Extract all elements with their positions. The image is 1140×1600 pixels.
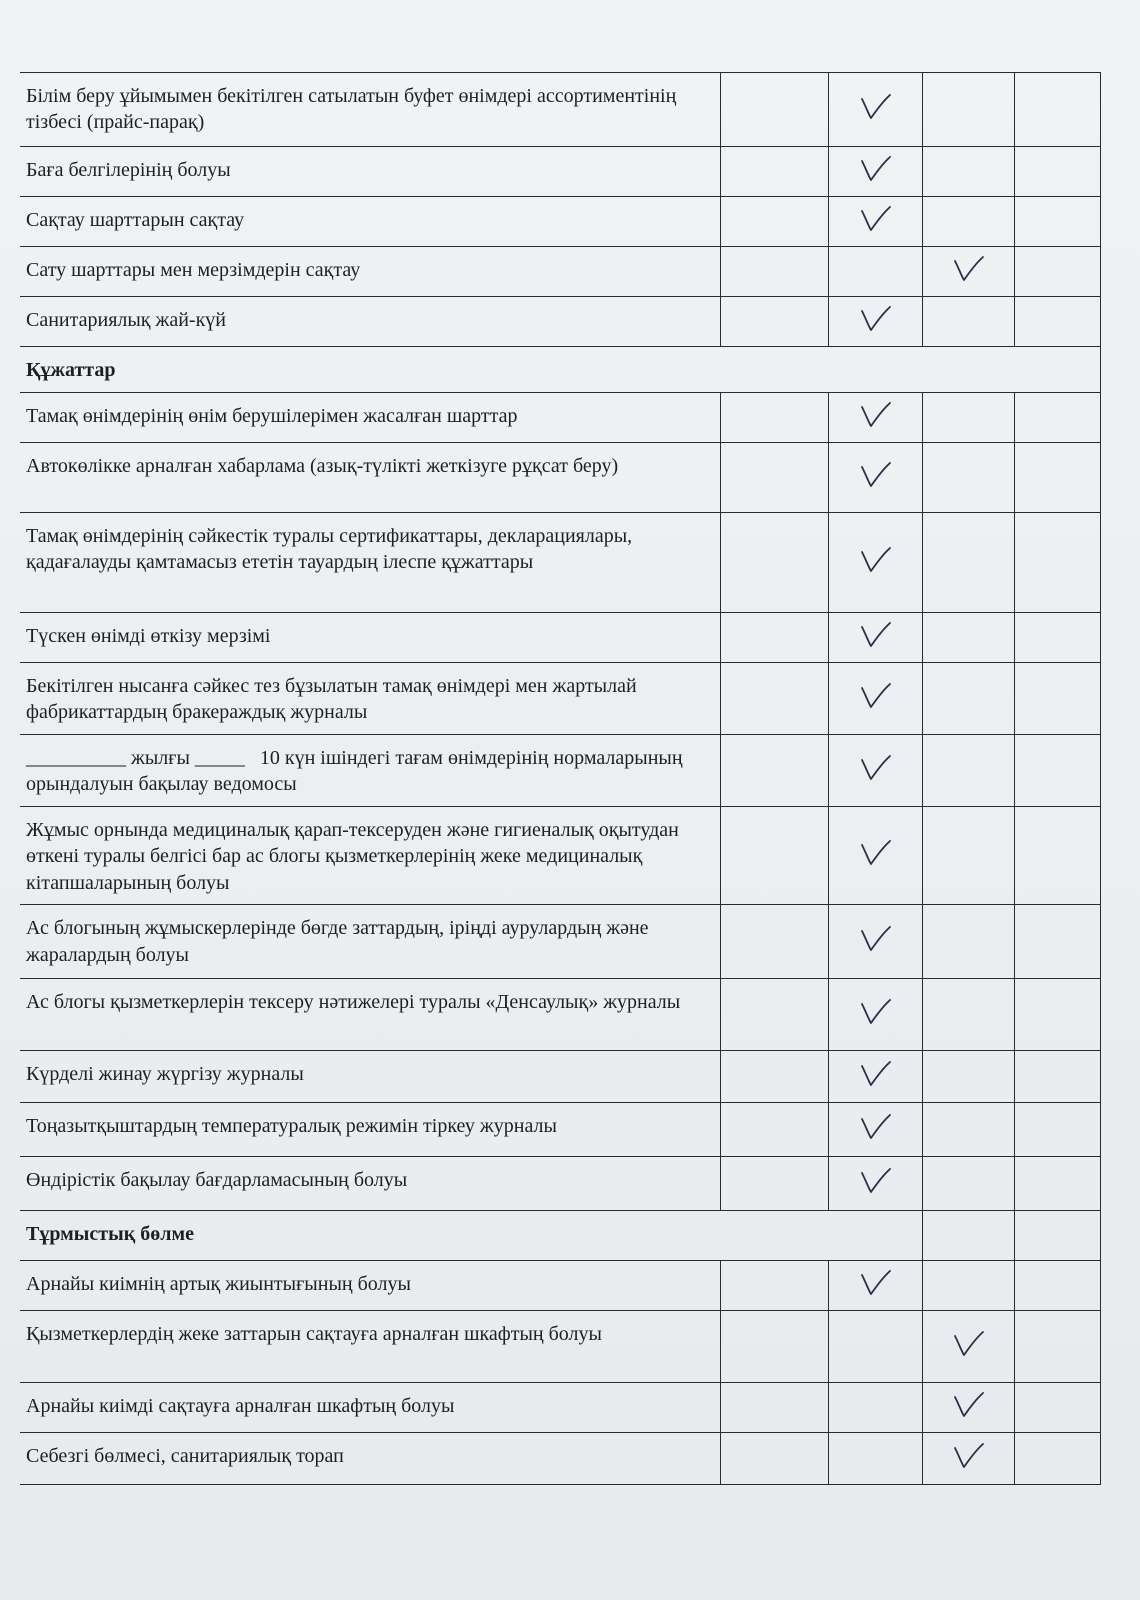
handwritten-check-icon <box>951 1440 985 1470</box>
mark-cell[interactable] <box>720 443 828 513</box>
mark-cell[interactable] <box>828 979 922 1051</box>
mark-cell[interactable] <box>1014 73 1100 147</box>
table-row <box>20 197 1100 247</box>
handwritten-check-icon <box>951 1389 985 1419</box>
mark-cell[interactable] <box>828 1261 922 1311</box>
criterion-label: Санитариялық жай-күй <box>20 297 720 347</box>
table-row <box>20 1433 1100 1485</box>
mark-cell[interactable] <box>828 1383 922 1433</box>
table-row <box>20 905 1100 979</box>
criterion-label: Сату шарттары мен мерзімдерін сақтау <box>20 247 720 297</box>
blank-field: __________ <box>26 747 126 769</box>
mark-cell[interactable] <box>1014 147 1100 197</box>
handwritten-check-icon <box>858 303 892 333</box>
mark-cell[interactable] <box>720 979 828 1051</box>
mark-cell[interactable] <box>922 979 1014 1051</box>
mark-cell[interactable] <box>720 1157 828 1211</box>
mark-cell[interactable] <box>922 663 1014 735</box>
mark-cell[interactable] <box>828 613 922 663</box>
criterion-label: Өндірістік бақылау бағдарламасының болуы <box>20 1157 720 1211</box>
handwritten-check-icon <box>951 253 985 283</box>
section-heading: Тұрмыстық бөлме <box>20 1211 922 1261</box>
table-row <box>20 247 1100 297</box>
criterion-label: Білім беру ұйымымен бекітілген сатылатын буфет өнімдері ассортиментінің тізбесі (прайс-парақ) <box>20 73 720 147</box>
table-row <box>20 613 1100 663</box>
criterion-label: Арнайы киімнің артық жиынтығының болуы <box>20 1261 720 1311</box>
mark-cell[interactable] <box>720 247 828 297</box>
mark-cell[interactable] <box>828 513 922 613</box>
mark-cell[interactable] <box>922 197 1014 247</box>
table-row <box>20 1261 1100 1311</box>
handwritten-check-icon <box>858 752 892 782</box>
mark-cell[interactable] <box>922 1433 1014 1485</box>
mark-cell[interactable] <box>922 1383 1014 1433</box>
section-row <box>20 347 1100 393</box>
mark-cell[interactable] <box>1014 1261 1100 1311</box>
criterion-label: Тамақ өнімдерінің сәйкестік туралы сертификаттары, декларациялары, қадағалауды қамтамасыз ететін тауардың ілеспе құжаттары <box>20 513 720 613</box>
mark-cell[interactable] <box>720 905 828 979</box>
mark-cell[interactable] <box>1014 1311 1100 1383</box>
criterion-label: Күрделі жинау жүргізу журналы <box>20 1051 720 1103</box>
mark-cell[interactable] <box>922 297 1014 347</box>
mark-cell[interactable] <box>922 73 1014 147</box>
table-row <box>20 443 1100 513</box>
mark-cell[interactable] <box>922 735 1014 807</box>
criterion-label: Автокөлікке арналған хабарлама (азық-түлікті жеткізуге рұқсат беру) <box>20 443 720 513</box>
mark-cell[interactable] <box>828 393 922 443</box>
blank-field: _____ <box>194 747 245 769</box>
table-row <box>20 735 1100 807</box>
mark-cell[interactable] <box>1014 1157 1100 1211</box>
criterion-label: Сақтау шарттарын сақтау <box>20 197 720 247</box>
checklist-body <box>20 73 1100 1485</box>
mark-cell[interactable] <box>828 1051 922 1103</box>
mark-cell[interactable] <box>828 297 922 347</box>
criterion-label: Ас блогының жұмыскерлерінде бөгде заттардың, іріңді аурулардың және жаралардың болуы <box>20 905 720 979</box>
mark-cell[interactable] <box>1014 663 1100 735</box>
mark-cell[interactable] <box>1014 807 1100 905</box>
handwritten-check-icon <box>858 619 892 649</box>
mark-cell[interactable] <box>922 443 1014 513</box>
mark-cell[interactable] <box>720 1051 828 1103</box>
criterion-label: Тамақ өнімдерінің өнім берушілерімен жасалған шарттар <box>20 393 720 443</box>
mark-cell[interactable] <box>1014 443 1100 513</box>
mark-cell[interactable] <box>828 73 922 147</box>
mark-cell[interactable] <box>828 443 922 513</box>
criterion-label: Жұмыс орнында медициналық қарап-тексеруден және гигиеналық оқытудан өткені туралы белгісі бар ас блогы қызметкерлерінің жеке медициналық кітапшаларының болуы <box>20 807 720 905</box>
mark-cell[interactable] <box>922 905 1014 979</box>
inspection-checklist <box>20 72 1100 1485</box>
table-row <box>20 147 1100 197</box>
mark-cell[interactable] <box>922 513 1014 613</box>
handwritten-check-icon <box>858 153 892 183</box>
handwritten-check-icon <box>858 544 892 574</box>
mark-cell[interactable] <box>720 393 828 443</box>
mark-cell[interactable] <box>720 73 828 147</box>
mark-cell[interactable] <box>720 663 828 735</box>
mark-cell[interactable] <box>1014 905 1100 979</box>
mark-cell[interactable] <box>720 147 828 197</box>
mark-cell[interactable] <box>720 197 828 247</box>
table-row <box>20 297 1100 347</box>
criterion-label: Бекітілген нысанға сәйкес тез бұзылатын тамақ өнімдері мен жартылай фабрикаттардың бракераждық журналы <box>20 663 720 735</box>
mark-cell[interactable] <box>1014 1383 1100 1433</box>
criterion-label <box>20 735 720 807</box>
mark-cell[interactable] <box>922 1311 1014 1383</box>
handwritten-check-icon <box>858 399 892 429</box>
handwritten-check-icon <box>858 203 892 233</box>
mark-cell[interactable] <box>922 1157 1014 1211</box>
mark-cell[interactable] <box>828 1103 922 1157</box>
mark-cell[interactable] <box>828 905 922 979</box>
mark-cell <box>1014 1211 1100 1261</box>
criterion-label: Қызметкерлердің жеке заттарын сақтауға арналған шкафтың болуы <box>20 1311 720 1383</box>
mark-cell[interactable] <box>922 1261 1014 1311</box>
mark-cell[interactable] <box>720 735 828 807</box>
section-heading: Құжаттар <box>20 347 1100 393</box>
mark-cell[interactable] <box>922 147 1014 197</box>
table-row <box>20 73 1100 147</box>
mark-cell[interactable] <box>828 197 922 247</box>
table-row <box>20 1103 1100 1157</box>
mark-cell[interactable] <box>828 147 922 197</box>
table-row <box>20 1051 1100 1103</box>
mark-cell <box>922 1211 1014 1261</box>
mark-cell[interactable] <box>1014 613 1100 663</box>
mark-cell[interactable] <box>1014 1433 1100 1485</box>
handwritten-check-icon <box>858 1111 892 1141</box>
table-row <box>20 1311 1100 1383</box>
mark-cell[interactable] <box>720 1383 828 1433</box>
mark-cell[interactable] <box>828 735 922 807</box>
mark-cell[interactable] <box>1014 1051 1100 1103</box>
criterion-label: Түскен өнімді өткізу мерзімі <box>20 613 720 663</box>
handwritten-check-icon <box>951 1328 985 1358</box>
mark-cell[interactable] <box>1014 297 1100 347</box>
mark-cell[interactable] <box>922 1103 1014 1157</box>
mark-cell[interactable] <box>922 247 1014 297</box>
mark-cell[interactable] <box>828 1311 922 1383</box>
mark-cell[interactable] <box>828 1157 922 1211</box>
mark-cell[interactable] <box>922 613 1014 663</box>
mark-cell[interactable] <box>922 807 1014 905</box>
mark-cell[interactable] <box>720 807 828 905</box>
handwritten-check-icon <box>858 1058 892 1088</box>
mark-cell[interactable] <box>720 1103 828 1157</box>
mark-cell[interactable] <box>1014 979 1100 1051</box>
table-row <box>20 979 1100 1051</box>
handwritten-check-icon <box>858 680 892 710</box>
criterion-label: Баға белгілерінің болуы <box>20 147 720 197</box>
handwritten-check-icon <box>858 1267 892 1297</box>
mark-cell[interactable] <box>720 513 828 613</box>
mark-cell[interactable] <box>720 1311 828 1383</box>
handwritten-check-icon <box>858 923 892 953</box>
mark-cell[interactable] <box>828 247 922 297</box>
handwritten-check-icon <box>858 996 892 1026</box>
criterion-label: Тоңазытқыштардың температуралық режимін тіркеу журналы <box>20 1103 720 1157</box>
handwritten-check-icon <box>858 91 892 121</box>
section-row <box>20 1211 1100 1261</box>
mark-cell[interactable] <box>1014 247 1100 297</box>
mark-cell[interactable] <box>828 807 922 905</box>
mark-cell[interactable] <box>1014 197 1100 247</box>
mark-cell[interactable] <box>922 393 1014 443</box>
criterion-text: 10 күн ішіндегі тағам өнімдерінің нормаларының орындалуын бақылау ведомосы <box>26 747 683 796</box>
mark-cell[interactable] <box>720 1261 828 1311</box>
handwritten-check-icon <box>858 837 892 867</box>
table-row <box>20 513 1100 613</box>
checklist-table <box>20 72 1101 1485</box>
mark-cell[interactable] <box>1014 735 1100 807</box>
mark-cell[interactable] <box>720 1433 828 1485</box>
mark-cell[interactable] <box>720 613 828 663</box>
mark-cell[interactable] <box>828 1433 922 1485</box>
mark-cell[interactable] <box>922 1051 1014 1103</box>
handwritten-check-icon <box>858 1165 892 1195</box>
mark-cell[interactable] <box>1014 393 1100 443</box>
mark-cell[interactable] <box>828 663 922 735</box>
criterion-text: жылғы <box>131 747 190 769</box>
table-row <box>20 807 1100 905</box>
mark-cell[interactable] <box>1014 1103 1100 1157</box>
table-row <box>20 1383 1100 1433</box>
table-row <box>20 663 1100 735</box>
criterion-label: Ас блогы қызметкерлерін тексеру нәтижелері туралы «Денсаулық» журналы <box>20 979 720 1051</box>
criterion-label: Себезгі бөлмесі, санитариялық торап <box>20 1433 720 1485</box>
mark-cell[interactable] <box>720 297 828 347</box>
criterion-label: Арнайы киімді сақтауға арналған шкафтың болуы <box>20 1383 720 1433</box>
table-row <box>20 1157 1100 1211</box>
table-row <box>20 393 1100 443</box>
mark-cell[interactable] <box>1014 513 1100 613</box>
handwritten-check-icon <box>858 459 892 489</box>
